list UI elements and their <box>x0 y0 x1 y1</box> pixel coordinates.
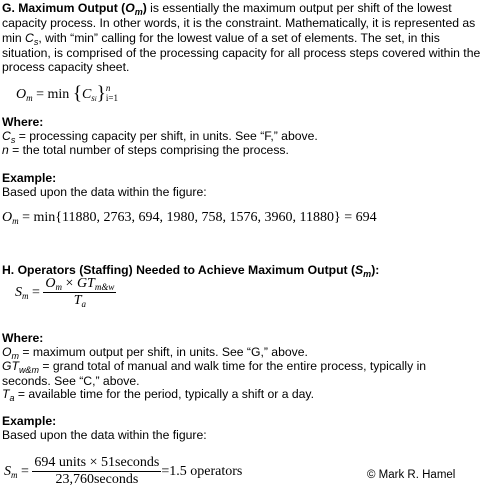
equation-operators-needed: $S_m$ = $\frac{O_m \times GT_{m\&w}}{T_a}$ <box>15 276 115 310</box>
section-g-example-label: Example: <box>2 171 57 185</box>
section-g-where-2: n = the total number of steps comprising the process. <box>2 143 289 157</box>
section-g-example-text: Based upon the data within the figure: <box>2 185 207 199</box>
section-g-where-label: Where: <box>2 115 44 129</box>
section-g-where-1: $C_s$ = processing capacity per shift, in units. See “F,” above. <box>2 129 318 145</box>
copyright-notice: © Mark R. Hamel <box>367 469 456 481</box>
section-h-where-3: $T_a$ = available time for the period, typically a shift or a day. <box>2 387 315 403</box>
section-h-where-2: $GT_{w\&m}$ = grand total of manual and walk time for the entire process, typically in seconds. See “C,” above. <box>2 359 427 389</box>
section-h-where-label: Where: <box>2 331 44 345</box>
section-h-example-label: Example: <box>2 414 57 428</box>
equation-operators-example: $S_m$ = $\frac{\text{694 units × 51seconds}}{\text{23,760seconds}}$ =1.5 operators <box>4 455 243 488</box>
section-g-heading: G. Maximum Output $(O_m)$ <box>2 1 147 17</box>
section-h-where-1: $O_m$ = maximum output per shift, in units. See “G,” above. <box>2 345 308 361</box>
section-g-intro: G. Maximum Output $(O_m)$ is essentially the maximum output per shift of the lowest capacity process. In other words, it is the constraint. Mathematically, it is represented as $\min C_s$, with “min” calling for the lowest value of a set of elements. The set, in this situation, is comprised of the processing capacity for all process steps covered within the process capacity sheet. <box>2 1 481 75</box>
equation-max-output: $O_m = \min \{C_{si}\}n$ i=1 <box>16 83 118 105</box>
section-h-heading: H. Operators (Staffing) Needed to Achieve Maximum Output $(S_m)$: <box>2 263 380 279</box>
section-h-example-text: Based upon the data within the figure: <box>2 428 207 442</box>
equation-max-output-example: $O_m = \min\{11880$, 2763, 694, 1980, 758, 1576, 3960, 11880} = 694 <box>2 210 377 226</box>
